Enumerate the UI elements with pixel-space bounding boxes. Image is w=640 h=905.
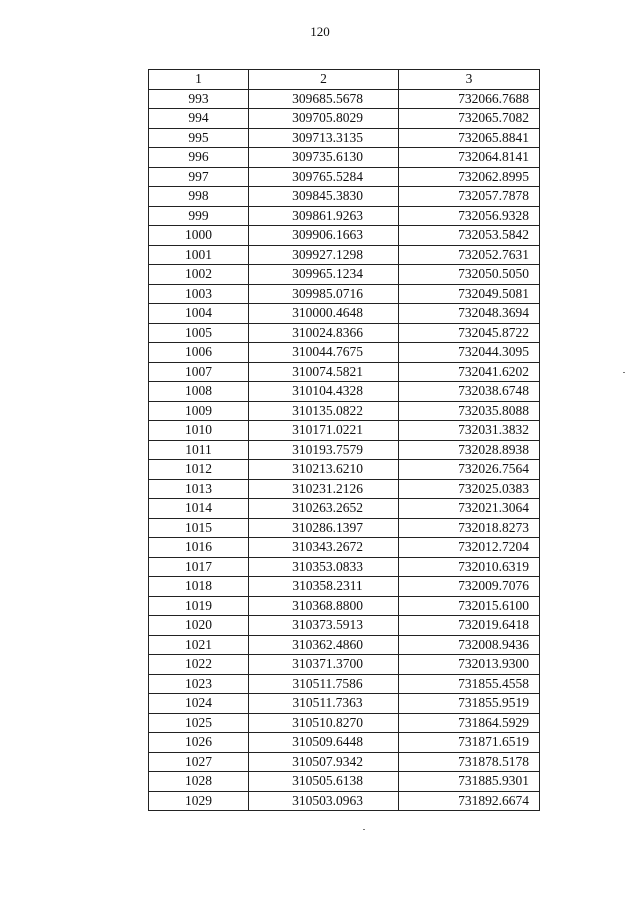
point-number-cell: 999: [149, 206, 249, 226]
x-coordinate-cell: 310171.0221: [249, 421, 399, 441]
x-coordinate-cell: 310135.0822: [249, 401, 399, 421]
table-row: [149, 694, 540, 714]
table-row: [149, 109, 540, 129]
point-number-cell: 1014: [149, 499, 249, 519]
table-body: [149, 89, 540, 811]
point-number-cell: 1029: [149, 791, 249, 811]
point-number-cell: 1028: [149, 772, 249, 792]
point-number-cell: 1023: [149, 674, 249, 694]
table-row: [149, 440, 540, 460]
table-row: [149, 362, 540, 382]
x-coordinate-cell: 310362.4860: [249, 635, 399, 655]
point-number-cell: 1009: [149, 401, 249, 421]
table-row: [149, 538, 540, 558]
y-coordinate-cell: 732018.8273: [399, 518, 540, 538]
table-row: [149, 304, 540, 324]
y-coordinate-cell: 732031.3832: [399, 421, 540, 441]
x-coordinate-cell: 309965.1234: [249, 265, 399, 285]
y-coordinate-cell: 731855.9519: [399, 694, 540, 714]
x-coordinate-cell: 309845.3830: [249, 187, 399, 207]
point-number-cell: 995: [149, 128, 249, 148]
y-coordinate-cell: 732021.3064: [399, 499, 540, 519]
table-row: [149, 128, 540, 148]
y-coordinate-cell: 732048.3694: [399, 304, 540, 324]
table-row: [149, 323, 540, 343]
y-coordinate-cell: 732053.5842: [399, 226, 540, 246]
y-coordinate-cell: 732038.6748: [399, 382, 540, 402]
point-number-cell: 1012: [149, 460, 249, 480]
point-number-cell: 1007: [149, 362, 249, 382]
y-coordinate-cell: 732009.7076: [399, 577, 540, 597]
table-row: [149, 245, 540, 265]
x-coordinate-cell: 310510.8270: [249, 713, 399, 733]
x-coordinate-cell: 310509.6448: [249, 733, 399, 753]
point-number-cell: 1026: [149, 733, 249, 753]
x-coordinate-cell: 310371.3700: [249, 655, 399, 675]
y-coordinate-cell: 731864.5929: [399, 713, 540, 733]
x-coordinate-cell: 310505.6138: [249, 772, 399, 792]
x-coordinate-cell: 310511.7363: [249, 694, 399, 714]
y-coordinate-cell: 732045.8722: [399, 323, 540, 343]
y-coordinate-cell: 732064.8141: [399, 148, 540, 168]
y-coordinate-cell: 732065.8841: [399, 128, 540, 148]
x-coordinate-cell: 309685.5678: [249, 89, 399, 109]
point-number-cell: 1010: [149, 421, 249, 441]
table-header-row: [149, 70, 540, 90]
x-coordinate-cell: 309735.6130: [249, 148, 399, 168]
x-coordinate-cell: 309861.9263: [249, 206, 399, 226]
y-coordinate-cell: 732008.9436: [399, 635, 540, 655]
table-row: [149, 343, 540, 363]
x-coordinate-cell: 310503.0963: [249, 791, 399, 811]
x-coordinate-cell: 309765.5284: [249, 167, 399, 187]
table-row: [149, 421, 540, 441]
point-number-cell: 996: [149, 148, 249, 168]
point-number-cell: 1008: [149, 382, 249, 402]
point-number-cell: 1006: [149, 343, 249, 363]
table-row: [149, 733, 540, 753]
point-number-cell: 1001: [149, 245, 249, 265]
x-coordinate-cell: 310024.8366: [249, 323, 399, 343]
table-row: [149, 226, 540, 246]
table-row: [149, 382, 540, 402]
point-number-cell: 1011: [149, 440, 249, 460]
x-coordinate-cell: 310353.0833: [249, 557, 399, 577]
coordinates-table: [148, 69, 540, 811]
point-number-cell: 1021: [149, 635, 249, 655]
x-coordinate-cell: 310511.7586: [249, 674, 399, 694]
y-coordinate-cell: 732056.9328: [399, 206, 540, 226]
point-number-cell: 997: [149, 167, 249, 187]
table-row: [149, 499, 540, 519]
y-coordinate-cell: 732049.5081: [399, 284, 540, 304]
table-row: [149, 401, 540, 421]
point-number-cell: 1002: [149, 265, 249, 285]
x-coordinate-cell: 310507.9342: [249, 752, 399, 772]
point-number-cell: 1003: [149, 284, 249, 304]
point-number-cell: 1018: [149, 577, 249, 597]
x-coordinate-cell: 310286.1397: [249, 518, 399, 538]
table-row: [149, 206, 540, 226]
scan-speck: [363, 829, 365, 830]
table-row: [149, 284, 540, 304]
table-row: [149, 713, 540, 733]
point-number-cell: 1027: [149, 752, 249, 772]
y-coordinate-cell: 732041.6202: [399, 362, 540, 382]
point-number-cell: 1024: [149, 694, 249, 714]
y-coordinate-cell: 732028.8938: [399, 440, 540, 460]
point-number-cell: 1005: [149, 323, 249, 343]
x-coordinate-cell: 310044.7675: [249, 343, 399, 363]
y-coordinate-cell: 732062.8995: [399, 167, 540, 187]
x-coordinate-cell: 310231.2126: [249, 479, 399, 499]
table-row: [149, 518, 540, 538]
table-row: [149, 557, 540, 577]
y-coordinate-cell: 732050.5050: [399, 265, 540, 285]
table-row: [149, 791, 540, 811]
table-row: [149, 187, 540, 207]
y-coordinate-cell: 732065.7082: [399, 109, 540, 129]
y-coordinate-cell: 732066.7688: [399, 89, 540, 109]
y-coordinate-cell: 732019.6418: [399, 616, 540, 636]
x-coordinate-cell: 310193.7579: [249, 440, 399, 460]
point-number-cell: 1000: [149, 226, 249, 246]
column-header-y: 3: [399, 70, 540, 90]
y-coordinate-cell: 731878.5178: [399, 752, 540, 772]
y-coordinate-cell: 731892.6674: [399, 791, 540, 811]
point-number-cell: 1015: [149, 518, 249, 538]
point-number-cell: 994: [149, 109, 249, 129]
scan-speck: [623, 372, 625, 373]
table-row: [149, 635, 540, 655]
y-coordinate-cell: 732052.7631: [399, 245, 540, 265]
y-coordinate-cell: 732057.7878: [399, 187, 540, 207]
y-coordinate-cell: 731885.9301: [399, 772, 540, 792]
table-row: [149, 577, 540, 597]
page-number: 120: [310, 24, 330, 39]
point-number-cell: 1019: [149, 596, 249, 616]
table-row: [149, 772, 540, 792]
x-coordinate-cell: 310263.2652: [249, 499, 399, 519]
x-coordinate-cell: 310368.8800: [249, 596, 399, 616]
x-coordinate-cell: 310104.4328: [249, 382, 399, 402]
column-header-x: 2: [249, 70, 399, 90]
table-row: [149, 265, 540, 285]
x-coordinate-cell: 309705.8029: [249, 109, 399, 129]
y-coordinate-cell: 731871.6519: [399, 733, 540, 753]
y-coordinate-cell: 732012.7204: [399, 538, 540, 558]
x-coordinate-cell: 310358.2311: [249, 577, 399, 597]
y-coordinate-cell: 732010.6319: [399, 557, 540, 577]
y-coordinate-cell: 732015.6100: [399, 596, 540, 616]
table-row: [149, 479, 540, 499]
x-coordinate-cell: 310074.5821: [249, 362, 399, 382]
point-number-cell: 1025: [149, 713, 249, 733]
table-row: [149, 752, 540, 772]
x-coordinate-cell: 310000.4648: [249, 304, 399, 324]
point-number-cell: 1016: [149, 538, 249, 558]
y-coordinate-cell: 731855.4558: [399, 674, 540, 694]
table-row: [149, 167, 540, 187]
x-coordinate-cell: 309906.1663: [249, 226, 399, 246]
x-coordinate-cell: 309713.3135: [249, 128, 399, 148]
point-number-cell: 1022: [149, 655, 249, 675]
point-number-cell: 1020: [149, 616, 249, 636]
x-coordinate-cell: 309927.1298: [249, 245, 399, 265]
x-coordinate-cell: 310343.2672: [249, 538, 399, 558]
y-coordinate-cell: 732035.8088: [399, 401, 540, 421]
x-coordinate-cell: 310373.5913: [249, 616, 399, 636]
point-number-cell: 1013: [149, 479, 249, 499]
column-header-point-number: 1: [149, 70, 249, 90]
table-row: [149, 89, 540, 109]
x-coordinate-cell: 309985.0716: [249, 284, 399, 304]
table-row: [149, 616, 540, 636]
point-number-cell: 1004: [149, 304, 249, 324]
table-row: [149, 655, 540, 675]
y-coordinate-cell: 732044.3095: [399, 343, 540, 363]
y-coordinate-cell: 732025.0383: [399, 479, 540, 499]
point-number-cell: 993: [149, 89, 249, 109]
point-number-cell: 1017: [149, 557, 249, 577]
table-row: [149, 148, 540, 168]
table-row: [149, 460, 540, 480]
point-number-cell: 998: [149, 187, 249, 207]
y-coordinate-cell: 732026.7564: [399, 460, 540, 480]
y-coordinate-cell: 732013.9300: [399, 655, 540, 675]
table-row: [149, 674, 540, 694]
x-coordinate-cell: 310213.6210: [249, 460, 399, 480]
table-row: [149, 596, 540, 616]
